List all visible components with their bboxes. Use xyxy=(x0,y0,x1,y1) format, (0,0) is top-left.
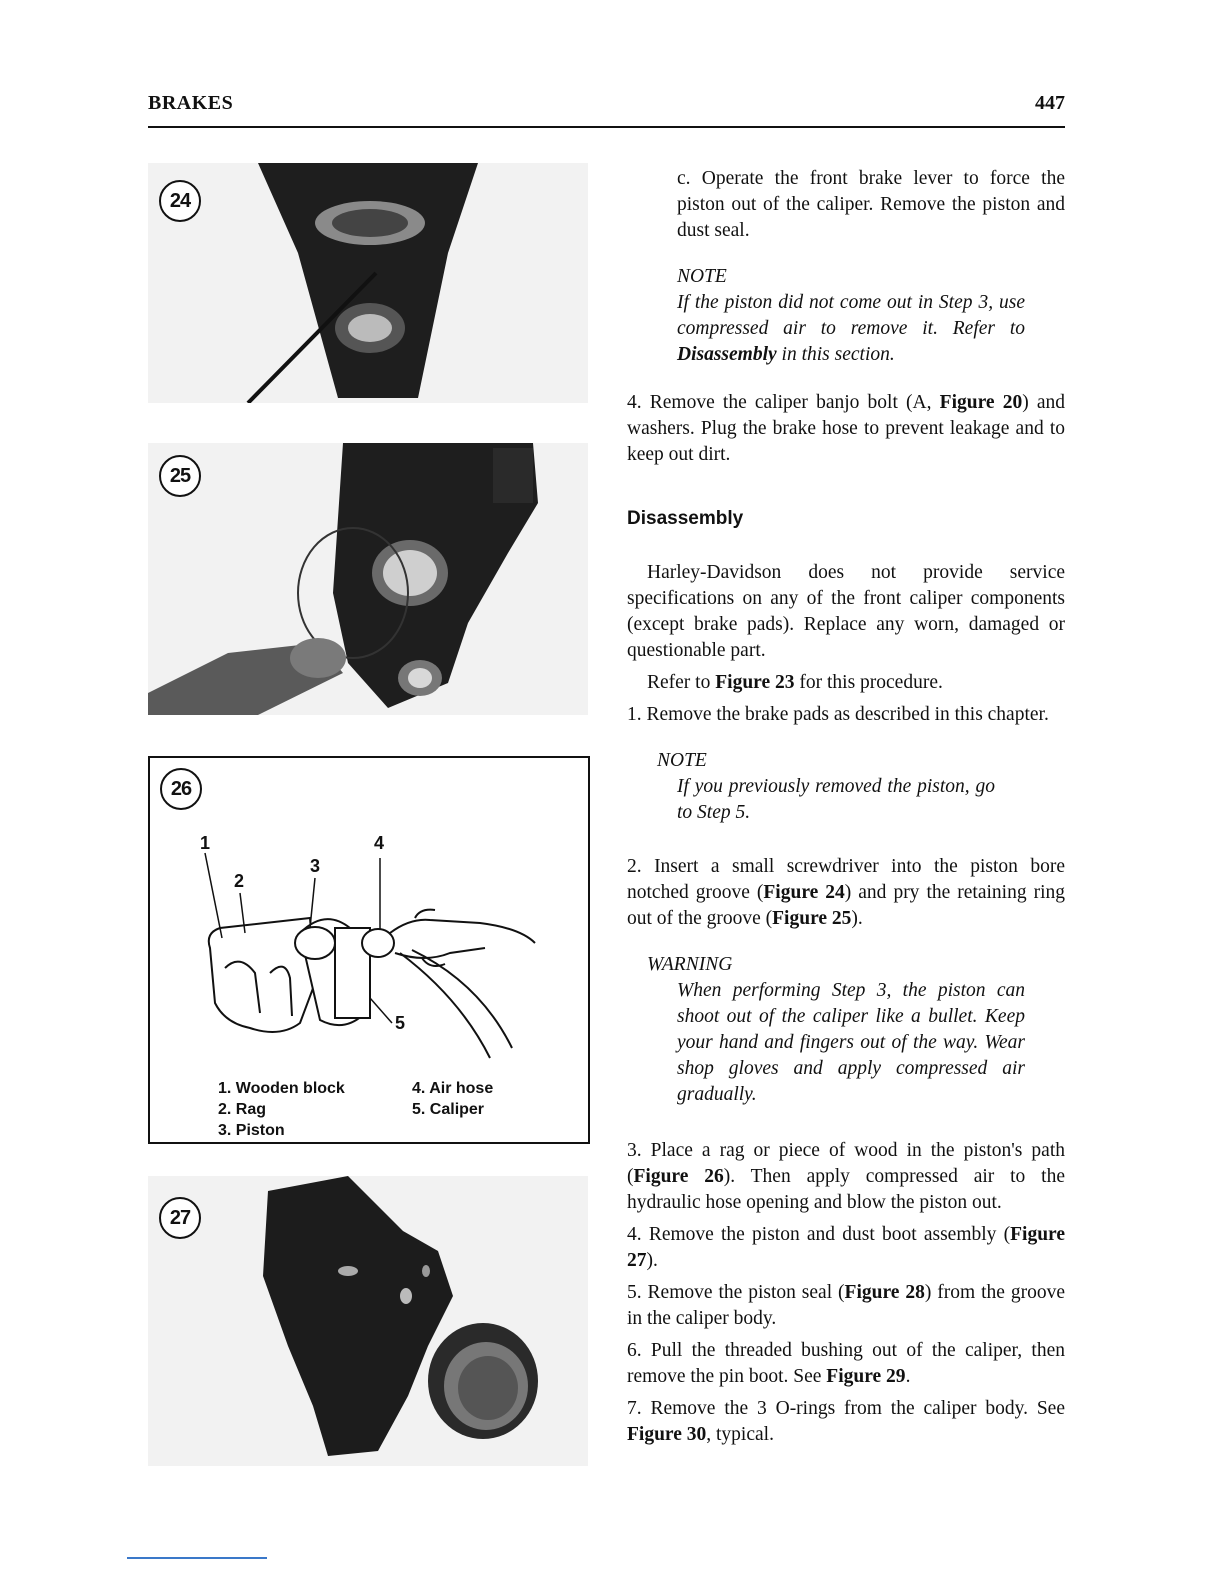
callout-1: 1 xyxy=(200,833,211,853)
body-text-column xyxy=(627,166,1065,1458)
piston-removal-illustration xyxy=(150,758,588,1078)
legend-left xyxy=(218,1078,345,1141)
step-c-paragraph: c. Operate the front brake lever to force the piston out of the caliper. Remove the piston and dust seal. xyxy=(677,168,1065,241)
section-title: BRAKES xyxy=(148,92,234,114)
figure-26-diagram xyxy=(148,756,590,1144)
disassembly-heading: Disassembly xyxy=(627,508,744,529)
note-2-title: NOTE xyxy=(657,750,707,771)
note-2-body: If you previously removed the piston, go to Step 5. xyxy=(677,776,995,823)
page-header xyxy=(148,92,1065,128)
legend-right xyxy=(412,1078,493,1120)
disassembly-step-3: 3. Place a rag or piece of wood in the piston's path (Figure 26). Then apply compressed air to the hydraulic hose opening and blow the piston out. xyxy=(627,1140,1065,1213)
disassembly-step-5: 5. Remove the piston seal (Figure 28) from the groove in the caliper body. xyxy=(627,1282,1066,1329)
figure-25-photo xyxy=(148,443,588,715)
figure-26-number: 26 xyxy=(160,768,202,810)
legend-item: 3. Piston xyxy=(218,1122,285,1139)
figure-24-photo xyxy=(148,163,588,403)
note-1-body: If the piston did not come out in Step 3, use compressed air to remove it. Refer to Disassembly in this section. xyxy=(677,292,1025,365)
disassembly-step-6: 6. Pull the threaded bushing out of the caliper, then remove the pin boot. See Figure 29. xyxy=(627,1340,1065,1387)
note-1-title: NOTE xyxy=(677,266,727,287)
callout-5: 5 xyxy=(395,1013,406,1033)
footer-rule xyxy=(127,1557,267,1559)
callout-2: 2 xyxy=(234,871,245,891)
retaining-ring-illustration xyxy=(148,443,588,715)
disassembly-step-4: 4. Remove the piston and dust boot assembly (Figure 27). xyxy=(627,1224,1065,1271)
callout-4: 4 xyxy=(374,833,385,853)
figure-25-number: 25 xyxy=(159,455,201,497)
step-4-paragraph: 4. Remove the caliper banjo bolt (A, Figure 20) and washers. Plug the brake hose to prevent leakage and to keep out dirt. xyxy=(627,392,1066,465)
refer-paragraph: Refer to Figure 23 for this procedure. xyxy=(647,672,943,693)
figure-27-number: 27 xyxy=(159,1197,201,1239)
legend-item: 1. Wooden block xyxy=(218,1080,345,1097)
legend-item: 5. Caliper xyxy=(412,1101,485,1118)
figure-27-photo xyxy=(148,1176,588,1466)
legend-item: 4. Air hose xyxy=(412,1080,494,1097)
caliper-bore-illustration xyxy=(148,163,588,403)
disassembly-step-2: 2. Insert a small screwdriver into the piston bore notched groove (Figure 24) and pry the retaining ring out of the groove (Figure 25). xyxy=(627,856,1065,929)
intro-paragraph: Harley-Davidson does not provide service specifications on any of the front caliper components (except brake pads). Replace any worn, damaged or questionable part. xyxy=(627,562,1065,661)
figure-24-number: 24 xyxy=(159,180,201,222)
callout-3: 3 xyxy=(310,856,321,876)
page-number: 447 xyxy=(1035,92,1065,114)
warning-body: When performing Step 3, the piston can shoot out of the caliper like a bullet. Keep your hand and fingers out of the way. Wear shop gloves and apply compressed air gradually. xyxy=(677,980,1025,1105)
warning-title: WARNING xyxy=(647,954,733,975)
disassembly-step-7: 7. Remove the 3 O-rings from the caliper body. See Figure 30, typical. xyxy=(627,1398,1065,1445)
piston-and-boot-illustration xyxy=(148,1176,588,1466)
disassembly-step-1: 1. Remove the brake pads as described in this chapter. xyxy=(627,704,1049,725)
legend-item: 2. Rag xyxy=(218,1101,267,1118)
